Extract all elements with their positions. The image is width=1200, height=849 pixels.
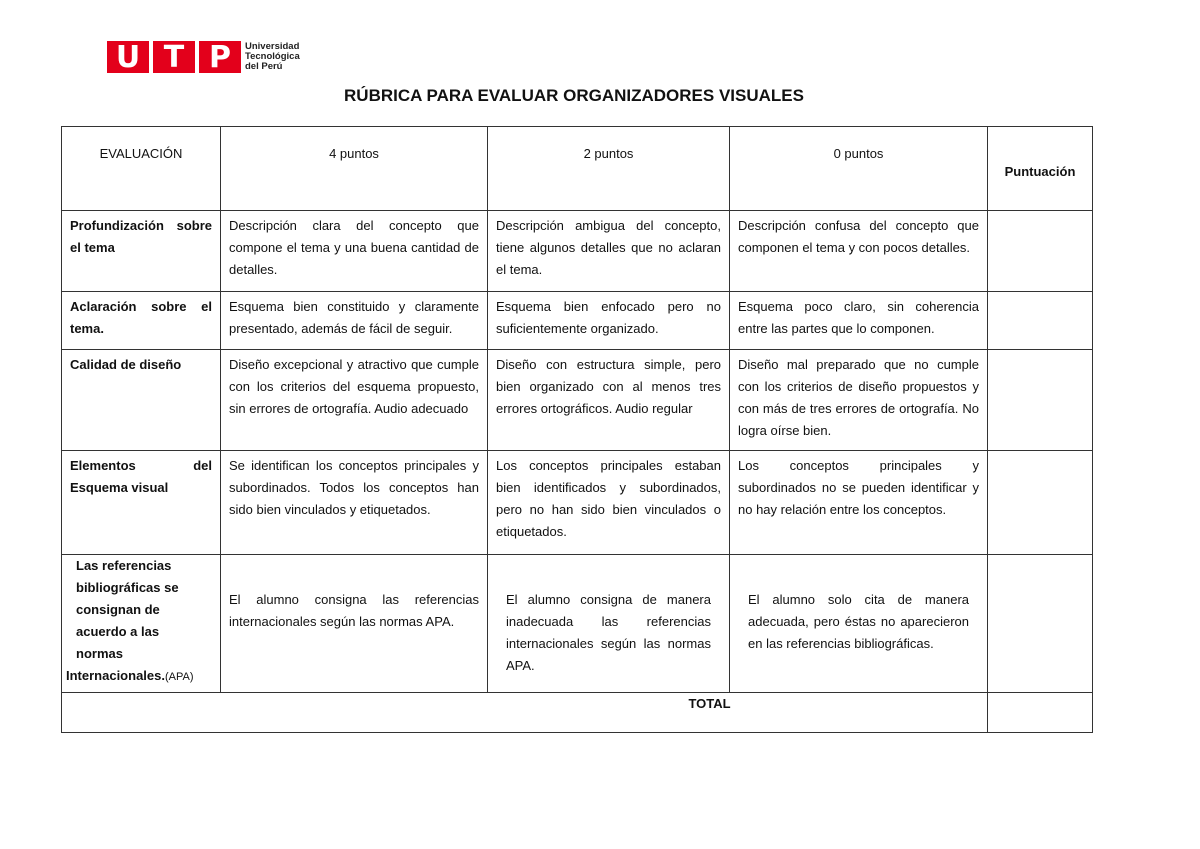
table-row bbox=[62, 555, 1093, 693]
utp-logo bbox=[107, 41, 305, 73]
total-row bbox=[62, 693, 1093, 733]
rubric-table bbox=[61, 126, 1093, 733]
table-row bbox=[62, 292, 1093, 350]
header-0-puntos: 0 puntos bbox=[730, 127, 988, 211]
cell-0-puntos: Descripción confusa del concepto que componen el tema y con pocos detalles. bbox=[730, 211, 988, 292]
header-2-puntos: 2 puntos bbox=[488, 127, 730, 211]
cell-2-puntos: Descripción ambigua del concepto, tiene algunos detalles que no aclaran el tema. bbox=[488, 211, 730, 292]
logo-letter-p: P bbox=[199, 41, 241, 73]
cell-4-puntos: Diseño excepcional y atractivo que cumple con los criterios del esquema propuesto, sin errores de ortografía. Audio adecuado bbox=[221, 350, 488, 451]
criterion-cell: Profundización sobre el tema bbox=[62, 211, 221, 292]
document-title: RÚBRICA PARA EVALUAR ORGANIZADORES VISUALES bbox=[344, 86, 804, 105]
table-header-row bbox=[62, 127, 1093, 211]
table-row bbox=[62, 350, 1093, 451]
criterion-cell: Calidad de diseño bbox=[62, 350, 221, 451]
cell-0-puntos: Diseño mal preparado que no cumple con los criterios de diseño propuestos y con más de tres errores de ortografía. No logra oírse bien. bbox=[730, 350, 988, 451]
cell-4-puntos: El alumno consigna las referencias internacionales según las normas APA. bbox=[221, 555, 488, 693]
score-cell[interactable] bbox=[988, 211, 1093, 292]
cell-4-puntos: Esquema bien constituido y claramente presentado, además de fácil de seguir. bbox=[221, 292, 488, 350]
criterion-cell: Aclaración sobre el tema. bbox=[62, 292, 221, 350]
criterion-cell: Elementos del Esquema visual bbox=[62, 451, 221, 555]
cell-2-puntos: El alumno consigna de manera inadecuada las referencias internacionales según las normas APA. bbox=[488, 555, 730, 693]
cell-0-puntos: El alumno solo cita de manera adecuada, pero éstas no aparecieron en las referencias bibliográficas. bbox=[730, 555, 988, 693]
logo-letter-u: U bbox=[107, 41, 149, 73]
table-row bbox=[62, 211, 1093, 292]
cell-2-puntos: Diseño con estructura simple, pero bien organizado con al menos tres errores ortográficos. Audio regular bbox=[488, 350, 730, 451]
cell-0-puntos: Esquema poco claro, sin coherencia entre las partes que lo componen. bbox=[730, 292, 988, 350]
cell-2-puntos: Esquema bien enfocado pero no suficientemente organizado. bbox=[488, 292, 730, 350]
cell-0-puntos: Los conceptos principales y subordinados no se pueden identificar y no hay relación entre los conceptos. bbox=[730, 451, 988, 555]
cell-2-puntos: Los conceptos principales estaban bien identificados y subordinados, pero no han sido bien vinculados o etiquetados. bbox=[488, 451, 730, 555]
score-cell[interactable] bbox=[988, 292, 1093, 350]
header-4-puntos: 4 puntos bbox=[221, 127, 488, 211]
logo-text: Universidad Tecnológica del Perú bbox=[245, 42, 300, 72]
cell-4-puntos: Se identifican los conceptos principales y subordinados. Todos los conceptos han sido bien vinculados y etiquetados. bbox=[221, 451, 488, 555]
logo-letter-t: T bbox=[153, 41, 195, 73]
cell-4-puntos: Descripción clara del concepto que compone el tema y una buena cantidad de detalles. bbox=[221, 211, 488, 292]
total-label: TOTAL bbox=[62, 693, 988, 733]
header-puntuacion: Puntuación bbox=[988, 127, 1093, 211]
score-cell[interactable] bbox=[988, 350, 1093, 451]
table-row bbox=[62, 451, 1093, 555]
total-score-cell[interactable] bbox=[988, 693, 1093, 733]
score-cell[interactable] bbox=[988, 555, 1093, 693]
criterion-cell: Las referencias bibliográficas se consignan de acuerdo a las normas Internacionales.(APA) bbox=[62, 555, 221, 693]
header-evaluacion: EVALUACIÓN bbox=[62, 127, 221, 211]
score-cell[interactable] bbox=[988, 451, 1093, 555]
